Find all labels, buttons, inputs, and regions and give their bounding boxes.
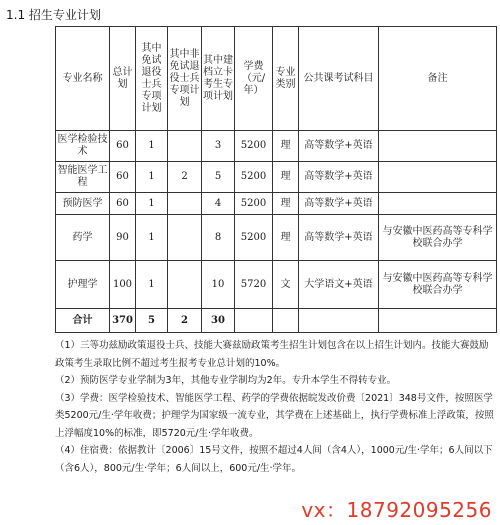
table-row xyxy=(56,162,497,193)
cell-veteran-exempt: 1 xyxy=(136,261,168,309)
cell-major: 医学检验技术 xyxy=(56,131,110,162)
cell-major: 护理学 xyxy=(56,261,110,309)
cell-total: 60 xyxy=(110,131,136,162)
cell-category: 理 xyxy=(273,131,299,162)
cell-category: 理 xyxy=(273,162,299,193)
cell-total: 100 xyxy=(110,261,136,309)
note-2: （2）预防医学专业学制为3年，其他专业学制均为2年。专升本学生不得转专业。 xyxy=(55,375,397,386)
total-empty-cell xyxy=(379,309,497,333)
cell-veteran-exempt: 1 xyxy=(136,193,168,215)
header-total: 总计划 xyxy=(110,27,136,131)
cell-exam: 高等数学+英语 xyxy=(299,193,379,215)
total-empty-cell xyxy=(235,309,273,333)
header-veteran-exempt: 其中免试退役士兵专项计划 xyxy=(136,27,168,131)
cell-remark xyxy=(379,131,497,162)
header-major: 专业名称 xyxy=(56,27,110,131)
cell-category: 理 xyxy=(273,193,299,215)
cell-veteran-nonexempt xyxy=(168,131,202,162)
cell-veteran-exempt: 1 xyxy=(136,215,168,261)
cell-remark xyxy=(379,193,497,215)
cell-veteran-exempt: 1 xyxy=(136,162,168,193)
total-veteran-nonexempt: 2 xyxy=(168,309,202,333)
cell-major: 药学 xyxy=(56,215,110,261)
cell-veteran-nonexempt xyxy=(168,261,202,309)
header-tuition: 学费（元/年） xyxy=(235,27,273,131)
cell-exam: 高等数学+英语 xyxy=(299,162,379,193)
cell-poor-household: 5 xyxy=(202,162,235,193)
total-veteran-exempt: 5 xyxy=(136,309,168,333)
header-veteran-nonexempt: 其中非免试退役士兵专项计划 xyxy=(168,27,202,131)
total-empty-cell xyxy=(299,309,379,333)
cell-exam: 高等数学+英语 xyxy=(299,131,379,162)
cell-category: 理 xyxy=(273,215,299,261)
cell-exam: 高等数学+英语 xyxy=(299,215,379,261)
cell-major: 预防医学 xyxy=(56,193,110,215)
header-remark: 备注 xyxy=(379,27,497,131)
cell-veteran-nonexempt: 2 xyxy=(168,162,202,193)
cell-tuition: 5200 xyxy=(235,131,273,162)
cell-tuition: 5720 xyxy=(235,261,273,309)
cell-category: 文 xyxy=(273,261,299,309)
total-poor-household: 30 xyxy=(202,309,235,333)
notes-section xyxy=(55,337,496,477)
table-total-row xyxy=(56,309,497,333)
note-4: （4）住宿费：依据教计〔2006〕15号文件，按照不超过4人间（含4人），1000元/生·学年；6人间以下（含6人），800元/生·学年；6人间以上，600元/生·学年。 xyxy=(55,445,493,474)
note-3: （3）学费：医学检验技术、智能医学工程、药学的学费依据皖发改价费〔2021〕348号文件，按照医学类5200元/生·学年收费；护理学为国家级一流专业，其学费在上述基础上，执行学费标准上浮政策，按照上浮幅度10%的标准，即5720元/生·学年收费。 xyxy=(55,392,494,439)
cell-total: 60 xyxy=(110,193,136,215)
cell-remark xyxy=(379,162,497,193)
cell-tuition: 5200 xyxy=(235,162,273,193)
cell-poor-household: 8 xyxy=(202,215,235,261)
header-exam: 公共课考试科目 xyxy=(299,27,379,131)
total-empty-cell xyxy=(273,309,299,333)
cell-total: 90 xyxy=(110,215,136,261)
total-label: 合计 xyxy=(56,309,110,333)
cell-total: 60 xyxy=(110,162,136,193)
cell-poor-household: 3 xyxy=(202,131,235,162)
cell-tuition: 5200 xyxy=(235,193,273,215)
note-1: （1）三等功兹励政策退役士兵、技能大赛兹励政策考生招生计划包含在以上招生计划内。技能大赛鼓励政策考生录取比例不超过考生报考专业总计划的10%。 xyxy=(55,340,489,369)
table-row xyxy=(56,131,497,162)
header-poor-household: 其中建档立卡考生专项计划 xyxy=(202,27,235,131)
cell-poor-household: 10 xyxy=(202,261,235,309)
header-category: 专业类别 xyxy=(273,27,299,131)
cell-remark: 与安徽中医药高等专科学校联合办学 xyxy=(379,215,497,261)
cell-veteran-exempt: 1 xyxy=(136,131,168,162)
cell-remark: 与安徽中医药高等专科学校联合办学 xyxy=(379,261,497,309)
watermark-contact: vx：18792095256 xyxy=(301,498,492,522)
admission-plan-table xyxy=(55,26,497,333)
table-row xyxy=(56,215,497,261)
table-header-row xyxy=(56,27,497,131)
table-row xyxy=(56,193,497,215)
cell-major: 智能医学工程 xyxy=(56,162,110,193)
cell-exam: 大学语文+英语 xyxy=(299,261,379,309)
section-title: 1.1 招生专业计划 xyxy=(6,8,101,22)
table-row xyxy=(56,261,497,309)
total-count: 370 xyxy=(110,309,136,333)
cell-veteran-nonexempt xyxy=(168,215,202,261)
cell-veteran-nonexempt xyxy=(168,193,202,215)
cell-poor-household: 4 xyxy=(202,193,235,215)
cell-tuition: 5200 xyxy=(235,215,273,261)
